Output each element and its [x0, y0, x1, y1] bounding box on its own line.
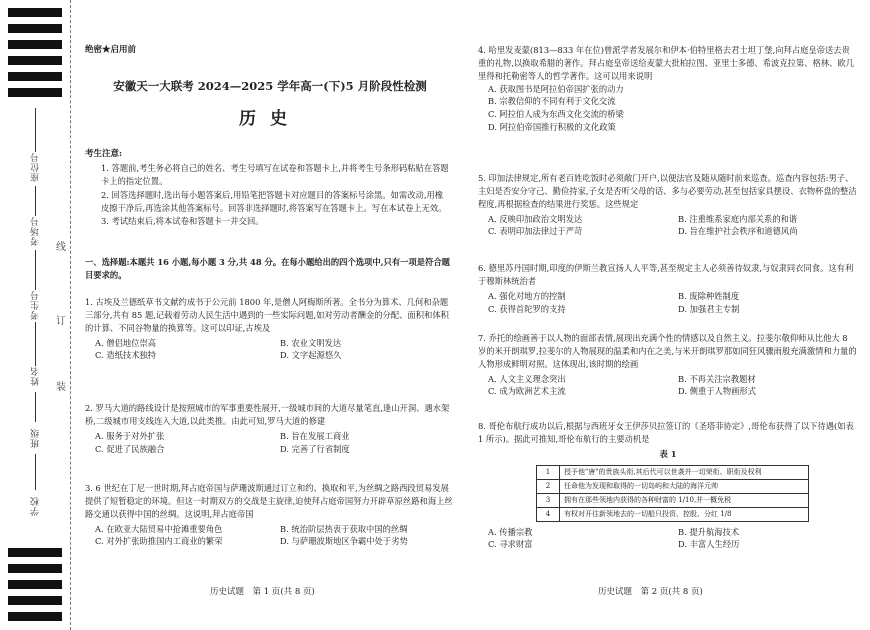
binding-word-mount: 装: [56, 382, 66, 393]
binding-word-line: 线: [56, 242, 66, 253]
question-options: [478, 290, 858, 316]
question-stem: 4. 哈里发麦蒙(813—833 年在位)曾派学者发展尔和伊本·伯特里格去君士坦丁堡,向拜占庭皇帝送去贵重的礼物,以换取希腊的著作。拜占庭皇帝送给麦蒙大批柏拉图、亚里士多德、希波克拉第、格林、欧几里得和托勒密等人的哲学著作。这可以用来说明: [478, 45, 855, 81]
table-cell-text: 有权对开往新领地去的一切船只投资、控股、分红 1/8: [560, 507, 809, 521]
option-b[interactable]: B. 宗教信仰的不同有利于文化交流: [488, 96, 616, 107]
option-d[interactable]: D. 完善了行省制度: [280, 443, 350, 454]
notes-heading: 考生注意:: [85, 149, 123, 159]
option-c[interactable]: C. 获得首陀罗的支持: [488, 303, 566, 314]
binding-bar: [8, 72, 62, 81]
candidate-number-label: 考生号: [31, 290, 41, 320]
secret-label: 绝密★启用前: [85, 45, 137, 55]
table-caption: 表 1: [659, 448, 677, 459]
option-d[interactable]: D. 阿拉伯帝国推行积极的文化政策: [488, 122, 616, 133]
option-a[interactable]: A. 强化对地方的控制: [488, 290, 566, 301]
option-c[interactable]: C. 表明印加法律过于严苛: [488, 226, 583, 237]
table-cell-number: 3: [537, 493, 560, 507]
note-item: 3. 考试结束后,将本试卷和答题卡一并交回。: [101, 216, 264, 227]
question-8: [478, 420, 858, 551]
page-footer: 历史试题 第 1 页(共 8 页): [210, 587, 315, 597]
table-cell-text: 拥有在那些领地内获得的各种财富的 1/10,并一概免税: [560, 493, 809, 507]
table-cell-number: 2: [537, 479, 560, 493]
question-stem: 7. 乔托的绘画善于以人物的面部表情,展现出充满个性的情感以及自然主义。拉斐尔敬仰师从比他大 8 岁的米开朗琪罗,拉斐尔的人物展现的温柔和内在之美,与米开朗琪罗那如同狂风骤雨般充满激情和力量的人物形成鲜明对照。这体现出,该时期的绘画: [478, 333, 857, 369]
table-row: [537, 507, 809, 521]
option-c[interactable]: C. 成为欧洲艺术主流: [488, 386, 566, 397]
table-cell-number: 1: [537, 465, 560, 479]
fill-line: [35, 108, 36, 152]
question-options: [85, 337, 455, 363]
option-a[interactable]: A. 反映印加政治文明发达: [488, 213, 583, 224]
exam-title: 安徽天一大联考 2024—2025 学年高一(下)5 月阶段性检测: [113, 79, 427, 93]
page-footer: 历史试题 第 2 页(共 8 页): [598, 587, 703, 597]
option-c[interactable]: C. 寻求财富: [488, 539, 533, 550]
class-label: 班级: [31, 428, 41, 448]
question-stem: 1. 古埃及兰德纸草书文献约成书于公元前 1800 年,是僧人阿梅斯所著。全书分为算术、几何和杂题三部分,共有 85 题,记载着劳动人民生活中遇到的一些实际问题,如对劳动者酬金的分配、面积和体积的计算、不同谷物量的换算等。这可以印证,古埃及: [85, 297, 449, 333]
rewards-table: [536, 465, 809, 522]
question-6: [478, 262, 858, 315]
binding-bar: [8, 580, 62, 589]
table-row: [537, 465, 809, 479]
option-a[interactable]: A. 僧侣地位崇高: [95, 337, 157, 348]
page-one: [85, 0, 455, 630]
binding-bar: [8, 24, 62, 33]
option-d[interactable]: D. 文字起源悠久: [280, 350, 342, 361]
option-b[interactable]: B. 农业文明发达: [280, 337, 342, 348]
question-options: [478, 213, 858, 239]
fill-line: [35, 186, 36, 216]
question-4: [478, 44, 858, 134]
question-7: [478, 332, 858, 398]
binding-strip: [0, 0, 70, 630]
option-b[interactable]: B. 废除种姓制度: [678, 290, 740, 301]
binding-bar: [8, 56, 62, 65]
option-b[interactable]: B. 不再关注宗教题材: [678, 373, 756, 384]
question-5: [478, 172, 858, 238]
option-d[interactable]: D. 与萨珊波斯地区争霸中处于劣势: [280, 536, 408, 547]
table-cell-text: 任命他为发现和取得的一切岛屿和大陆的海洋元帅: [560, 479, 809, 493]
binding-bar: [8, 612, 62, 621]
option-a[interactable]: A. 在欧亚大陆贸易中抢滩重要角色: [95, 523, 223, 534]
option-a[interactable]: A. 人文主义理念突出: [488, 373, 566, 384]
note-item: 2. 回答选择题时,选出每小题答案后,用铅笔把答题卡对应题目的答案标号涂黑。如需改动,用橡皮擦干净后,再选涂其他答案标号。回答非选择题时,将答案写在答题卡上。写在本试卷上无效。: [101, 189, 447, 213]
table-cell-text: 授予他"唐"的贵族头衔,其后代可以世袭并一切荣衔、职衔及权利: [560, 465, 809, 479]
table-cell-number: 4: [537, 507, 560, 521]
room-number-label: 考场号: [31, 216, 41, 246]
question-options: [478, 373, 858, 399]
question-stem: 8. 哥伦布航行成功以后,根据与西班牙女王伊莎贝拉签订的《圣塔菲协定》,哥伦布获得了以下待遇(如表 1 所示)。据此可推知,哥伦布航行的主要动机是: [478, 421, 854, 444]
binding-bar: [8, 564, 62, 573]
option-d[interactable]: D. 侧重于人物画形式: [678, 386, 757, 397]
notes-list: [101, 162, 451, 229]
binding-cut-line: [70, 0, 72, 630]
fill-line: [35, 250, 36, 290]
question-1: [85, 296, 455, 362]
section-heading: 一、选择题:本题共 16 小题,每小题 3 分,共 48 分。在每小题给出的四个选项中,只有一项是符合题目要求的。: [85, 257, 450, 280]
fill-line: [35, 392, 36, 422]
option-b[interactable]: B. 提升航海技术: [678, 526, 740, 537]
note-item: 1. 答题前,考生务必将自己的姓名、考生号填写在试卷和答题卡上,并将考生号条形码粘贴在答题卡上的指定位置。: [101, 163, 449, 186]
binding-bar: [8, 548, 62, 557]
option-c[interactable]: C. 促进了民族融合: [95, 443, 165, 454]
option-a[interactable]: A. 获取图书是阿拉伯帝国扩张的动力: [488, 83, 624, 94]
option-d[interactable]: D. 加强君主专制: [678, 303, 740, 314]
question-stem: 6. 德里苏丹国时期,印度的伊斯兰教宣扬人人平等,甚至规定主人必须善待奴隶,与奴隶同衣同食。这有利于穆斯林统治者: [478, 263, 854, 286]
subject-title: 历史: [239, 109, 301, 129]
question-3: [85, 482, 455, 548]
name-label: 姓名: [31, 366, 41, 386]
question-options: [478, 526, 858, 552]
fill-line: [35, 322, 36, 366]
option-a[interactable]: A. 传播宗教: [488, 526, 533, 537]
binding-bar: [8, 88, 62, 97]
option-b[interactable]: B. 统治阶层热衷于获取中国的丝绸: [280, 523, 408, 534]
option-d[interactable]: D. 丰富人生经历: [678, 539, 740, 550]
binding-bar: [8, 8, 62, 17]
table-row: [537, 479, 809, 493]
question-stem: 2. 罗马大道的路线设计是按照城市的军事重要性展开,一级城市间的大道尽量笔直,逢山开洞、遇水架桥,二级城市用支线连入大道,以此类推。由此可知,罗马大道的修建: [85, 403, 450, 426]
binding-bar: [8, 596, 62, 605]
binding-word-order: 订: [56, 316, 66, 327]
question-2: [85, 402, 455, 455]
fill-line: [35, 454, 36, 490]
seat-number-label: 座位号: [31, 152, 41, 182]
table-row: [537, 493, 809, 507]
option-b[interactable]: B. 注重维系家庭内部关系的和谐: [678, 213, 798, 224]
option-c[interactable]: C. 造纸技术独特: [95, 350, 157, 361]
school-label: 学校: [31, 496, 41, 516]
question-options: [85, 523, 455, 549]
question-options: [478, 83, 858, 134]
option-a[interactable]: A. 服务于对外扩张: [95, 430, 165, 441]
option-c[interactable]: C. 阿拉伯人成为东西文化交流的桥梁: [488, 109, 624, 120]
question-stem: 3. 6 世纪在丁尼一世时期,拜占庭帝国与萨珊波斯通过订立和约、换取和平,为丝绸之路西段贸易发展提供了短暂稳定的环境。但这一时期双方的交战是主旋律,迫使拜占庭帝国努力开辟草原丝路和海上丝路交通以获得中国的丝绸。这说明,拜占庭帝国: [85, 483, 453, 519]
question-options: [85, 430, 455, 456]
question-stem: 5. 印加法律规定,所有老百姓吃饭时必须敞门开户,以便法官及随从随时前来巡查。巡查内容包括:男子、主妇是否安分守己、勤俭持家,子女是否听父母的话、多与必要劳动,甚至包括家具摆设、衣物杯盘的整洁程度,再根据检查的结果进行奖惩。这些规定: [478, 173, 857, 209]
option-c[interactable]: C. 对外扩张助推国内工商业的繁荣: [95, 536, 223, 547]
option-b[interactable]: B. 旨在发展工商业: [280, 430, 350, 441]
binding-bar: [8, 40, 62, 49]
option-d[interactable]: D. 旨在维护社会秩序和道德风尚: [678, 226, 798, 237]
page-two: [478, 0, 858, 630]
